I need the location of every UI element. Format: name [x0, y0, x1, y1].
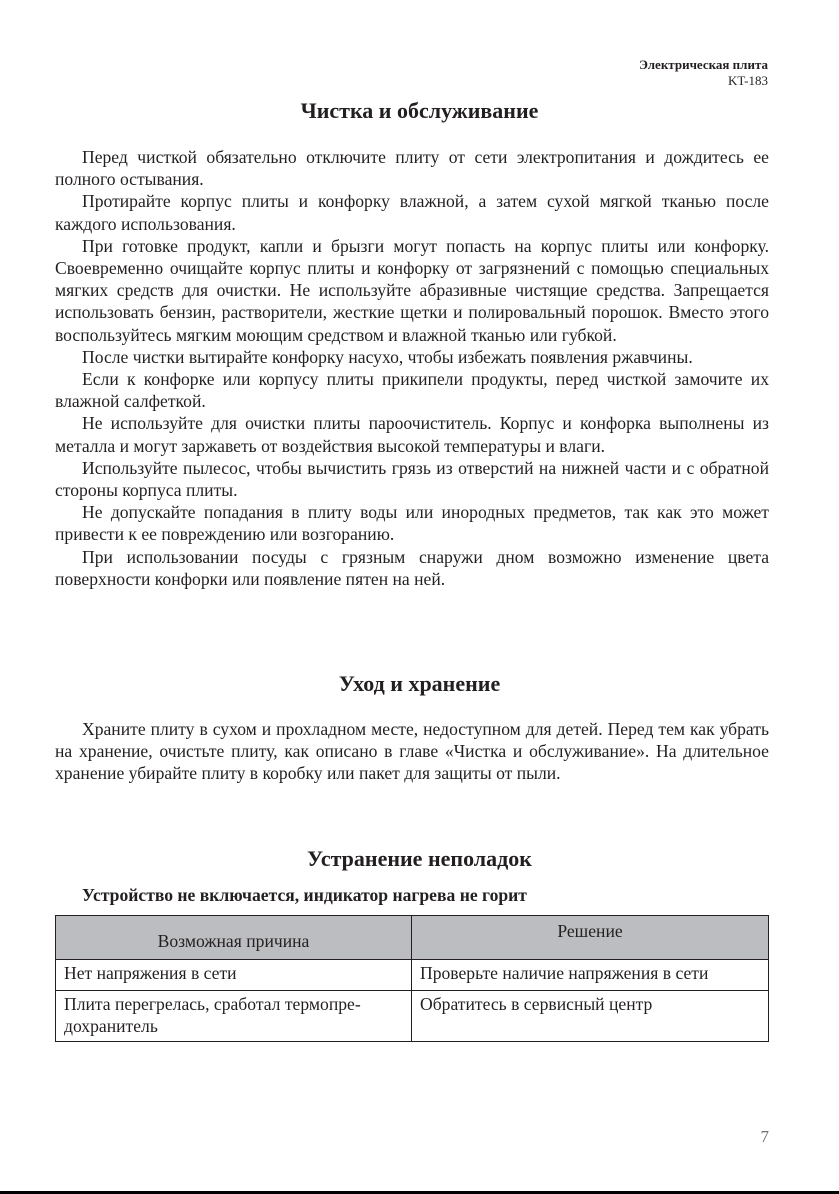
table-row — [56, 991, 769, 1042]
section-title-storage: Уход и хранение — [338, 671, 501, 696]
cell-solution: Обратитесь в сервисный центр — [412, 991, 769, 1042]
storage-body — [55, 718, 769, 785]
paragraph: При использовании посуды с грязным снаружи дном возможно изменение цвета поверхности конфорки или появление пятен на ней. — [55, 546, 769, 589]
model-number: KT-183 — [728, 73, 768, 88]
paragraph: При готовке продукт, капли и брызги могут попасть на корпус плиты или конфорку. Своевременно очищайте корпус плиты и конфорку от загрязнений с помощью специальных мягких средств для очистки. Не используйте абразивные чистящие средства. Запрещается использовать бензин, растворители, жесткие щетки и полировальный порошок. Вместо этого воспользуйтесь мягким моющим средством и влажной тканью или губкой. — [55, 235, 769, 345]
table-header-row — [56, 916, 769, 960]
header-cause: Возможная причина — [56, 916, 412, 960]
paragraph: После чистки вытирайте конфорку насухо, чтобы избежать появления ржавчины. — [82, 346, 693, 367]
paragraph: Не используйте для очистки плиты пароочиститель. Корпус и конфорка выполнены из металла и могут заржаветь от воздействия высокой температуры и влаги. — [55, 413, 769, 456]
header-solution: Решение — [412, 916, 769, 960]
cell-cause: Плита перегрелась, сработал термопредохранитель — [56, 991, 412, 1042]
cell-cause: Нет напряжения в сети — [56, 960, 412, 991]
paragraph: Если к конфорке или корпусу плиты прикипели продукты, перед чисткой замочите их влажной салфеткой. — [55, 369, 769, 412]
troubleshooting-table — [55, 915, 769, 1042]
section-title-cleaning: Чистка и обслуживание — [300, 98, 539, 123]
page-number: 7 — [760, 1127, 769, 1146]
paragraph: Храните плиту в сухом и прохладном месте, недоступном для детей. Перед тем как убрать на хранение, очистьте плиту, как описано в главе «Чистка и обслуживание». На длительное хранение убирайте плиту в коробку или пакет для защиты от пыли. — [55, 719, 769, 784]
cell-solution: Проверьте наличие напряжения в сети — [412, 960, 769, 991]
paragraph: Протирайте корпус плиты и конфорку влажной, а затем сухой мягкой тканью после каждого использования. — [55, 191, 769, 234]
paragraph: Перед чисткой обязательно отключите плиту от сети электропитания и дождитесь ее полного остывания. — [55, 147, 769, 190]
paragraph: Не допускайте попадания в плиту воды или инородных предметов, так как это может привести к ее повреждению или возгоранию. — [55, 502, 769, 545]
troubleshooting-subheading: Устройство не включается, индикатор нагрева не горит — [82, 885, 527, 905]
product-name: Электрическая плита — [639, 57, 768, 72]
cleaning-body — [55, 146, 769, 590]
section-title-troubleshooting: Устранение неполадок — [307, 846, 532, 871]
table-row — [56, 960, 769, 991]
paragraph: Используйте пылесос, чтобы вычистить грязь из отверстий на нижней части и с обратной стороны корпуса плиты. — [55, 457, 769, 501]
running-head — [639, 57, 768, 89]
